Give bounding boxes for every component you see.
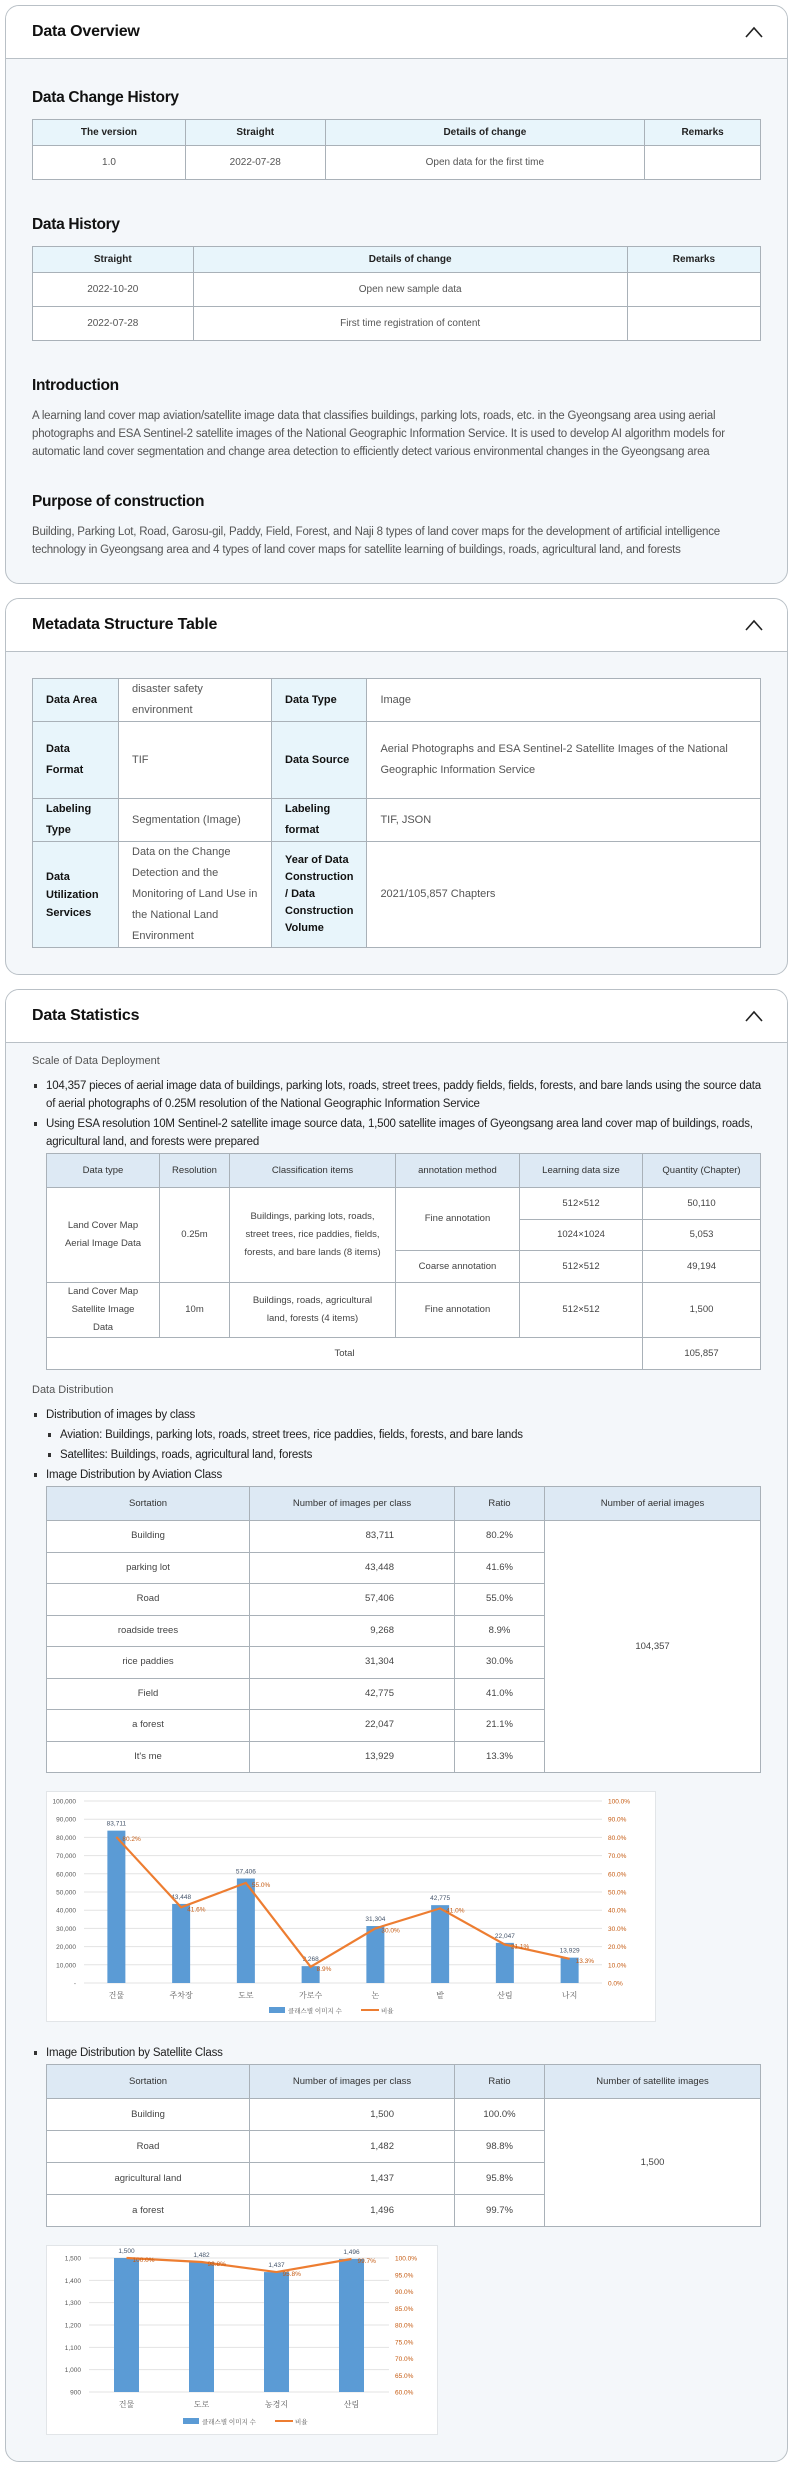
cell-class: Building <box>47 1521 250 1553</box>
cell-class: Road <box>47 2131 250 2163</box>
svg-text:60.0%: 60.0% <box>395 2389 414 2397</box>
data-statistics-header[interactable] <box>6 990 787 1043</box>
cell-count: 31,304 <box>250 1647 455 1679</box>
cell-class: a forest <box>47 2195 250 2227</box>
cell-class: rice paddies <box>47 1647 250 1679</box>
svg-text:산림: 산림 <box>343 2400 360 2409</box>
list-item: Aviation: Buildings, parking lots, roads, street trees, rice paddies, fields, forests, and bare lands <box>46 1426 761 1444</box>
svg-text:43,448: 43,448 <box>171 1893 192 1901</box>
svg-text:30.0%: 30.0% <box>608 1925 627 1933</box>
svg-text:클래스별 이미지 수: 클래스별 이미지 수 <box>202 2419 256 2426</box>
data-statistics-body <box>6 1043 787 2461</box>
column-header: Sortation <box>47 1487 250 1521</box>
cell-class: Field <box>47 1678 250 1710</box>
value-data-area: disaster safety environment <box>119 679 272 722</box>
column-header: Classification items <box>230 1154 396 1188</box>
cell-count: 42,775 <box>250 1678 455 1710</box>
svg-text:주차장: 주차장 <box>169 1991 193 2000</box>
metadata-body <box>6 652 787 974</box>
svg-text:70,000: 70,000 <box>56 1853 76 1861</box>
label-data-source: Data Source <box>272 722 367 799</box>
cell-count: 1,496 <box>250 2195 455 2227</box>
cell-ratio: 95.8% <box>455 2163 545 2195</box>
svg-text:농경지: 농경지 <box>264 2400 289 2409</box>
table-row <box>33 722 761 799</box>
label-data-area: Data Area <box>33 679 119 722</box>
cell-qty: 49,194 <box>643 1251 761 1283</box>
svg-text:밭: 밭 <box>436 1991 444 2000</box>
data-overview-body <box>6 59 787 583</box>
aviation-combo-chart <box>47 1792 655 2021</box>
cell-total: 1,500 <box>545 2099 761 2227</box>
cell-qty: 1,500 <box>643 1283 761 1338</box>
table-row <box>47 1188 761 1220</box>
svg-text:건물: 건물 <box>108 1991 125 2000</box>
data-overview-header[interactable] <box>6 6 787 59</box>
svg-text:95.8%: 95.8% <box>282 2271 301 2279</box>
svg-text:55.0%: 55.0% <box>251 1881 271 1889</box>
cell-ratio: 100.0% <box>455 2099 545 2131</box>
value-data-type: Image <box>367 679 761 722</box>
value-labeling-type: Segmentation (Image) <box>119 799 272 842</box>
cell-class: Building <box>47 2099 250 2131</box>
cell-resolution: 0.25m <box>160 1188 230 1283</box>
svg-text:20,000: 20,000 <box>56 1944 76 1952</box>
cell-count: 83,711 <box>250 1521 455 1553</box>
label-labeling-format: Labeling format <box>272 799 367 842</box>
svg-text:50,000: 50,000 <box>56 1889 76 1897</box>
cell-count: 43,448 <box>250 1552 455 1584</box>
satellite-class-table <box>46 2064 761 2227</box>
aviation-rows <box>47 1521 761 1773</box>
table-row <box>33 799 761 842</box>
table-row-total <box>47 1338 761 1370</box>
svg-text:80,000: 80,000 <box>56 1834 76 1842</box>
chevron-up-icon[interactable] <box>742 1004 766 1028</box>
column-header: Number of images per class <box>250 1487 455 1521</box>
svg-text:40,000: 40,000 <box>56 1907 76 1915</box>
column-header: Quantity (Chapter) <box>643 1154 761 1188</box>
svg-text:10,000: 10,000 <box>56 1962 76 1970</box>
satellite-bullet <box>32 2044 761 2062</box>
table-row <box>47 2099 761 2131</box>
label-data-type: Data Type <box>272 679 367 722</box>
column-header: Remarks <box>627 247 760 273</box>
svg-text:비율: 비율 <box>295 2419 308 2426</box>
chevron-up-icon[interactable] <box>742 613 766 637</box>
table-row <box>33 146 761 180</box>
svg-text:도로: 도로 <box>193 2400 210 2409</box>
svg-text:41.0%: 41.0% <box>446 1907 465 1915</box>
cell-ratio: 21.1% <box>455 1710 545 1742</box>
column-header: Sortation <box>47 2065 250 2099</box>
cell-remarks <box>627 273 760 307</box>
cell-size: 512×512 <box>520 1188 643 1220</box>
svg-text:90.0%: 90.0% <box>608 1816 627 1824</box>
svg-text:건물: 건물 <box>118 2400 135 2409</box>
cell-count: 1,437 <box>250 2163 455 2195</box>
column-header: Ratio <box>455 2065 545 2099</box>
label-labeling-type: Labeling Type <box>33 799 119 842</box>
svg-text:비율: 비율 <box>381 2008 394 2015</box>
column-header: Ratio <box>455 1487 545 1521</box>
list-item: Using ESA resolution 10M Sentinel-2 satellite image source data, 1,500 satellite images of Gyeongsang area land cover map of buildings, roads, agricultural land, and forests were prepared <box>32 1115 761 1151</box>
scale-bullets <box>32 1077 761 1151</box>
list-item <box>32 1406 761 1464</box>
svg-text:60.0%: 60.0% <box>608 1871 627 1879</box>
cell-class: roadside trees <box>47 1615 250 1647</box>
svg-text:1,482: 1,482 <box>193 2252 210 2260</box>
svg-text:75.0%: 75.0% <box>395 2339 414 2347</box>
column-header: Number of aerial images <box>545 1487 761 1521</box>
table-row <box>47 1521 761 1553</box>
cell-ratio: 30.0% <box>455 1647 545 1679</box>
cell-total: 104,357 <box>545 1521 761 1773</box>
svg-text:80.0%: 80.0% <box>608 1834 627 1842</box>
svg-text:1,500: 1,500 <box>118 2248 135 2255</box>
svg-text:9,268: 9,268 <box>302 1956 319 1964</box>
list-item: 104,357 pieces of aerial image data of buildings, parking lots, roads, street trees, paddy fields, fields, forests, and bare lands using the source data of aerial photographs of 0.25M resolution of the National Geographic Information Service <box>32 1077 761 1113</box>
svg-text:나지: 나지 <box>561 1991 578 2000</box>
card-title: Data Overview <box>32 23 140 40</box>
change-history-table <box>32 119 761 180</box>
cell-data-type: Land Cover Map Aerial Image Data <box>47 1188 160 1283</box>
column-header: Number of satellite images <box>545 2065 761 2099</box>
section-title: Data Change History <box>32 89 179 106</box>
chevron-up-icon[interactable] <box>742 20 766 44</box>
svg-text:40.0%: 40.0% <box>608 1907 627 1915</box>
scale-table <box>46 1153 761 1370</box>
total-value: 105,857 <box>643 1338 761 1370</box>
svg-text:클래스별 이미지 수: 클래스별 이미지 수 <box>288 2008 342 2015</box>
svg-text:100.0%: 100.0% <box>132 2257 155 2264</box>
cell-size: 512×512 <box>520 1283 643 1338</box>
purpose-text: Building, Parking Lot, Road, Garosu-gil, Paddy, Field, Forest, and Naji 8 types of land cover maps for the development of artificial intelligence technology in Gyeongsang area and 4 types of land cover maps for satellite learning of buildings, roads, agricultural land, and forests <box>32 526 720 556</box>
cell-resolution: 10m <box>160 1283 230 1338</box>
metadata-header[interactable] <box>6 599 787 652</box>
svg-text:1,496: 1,496 <box>343 2248 360 2256</box>
satellite-rows <box>47 2099 761 2227</box>
cell-count: 1,482 <box>250 2131 455 2163</box>
cell-ratio: 41.0% <box>455 1678 545 1710</box>
svg-text:논: 논 <box>371 1991 380 2000</box>
cell-details: Open data for the first time <box>325 146 645 180</box>
svg-text:57,406: 57,406 <box>235 1868 256 1876</box>
svg-text:90.0%: 90.0% <box>395 2289 414 2296</box>
aviation-chart <box>46 1791 656 2022</box>
data-statistics-card <box>5 989 788 2462</box>
svg-text:30,000: 30,000 <box>56 1925 76 1933</box>
svg-text:100.0%: 100.0% <box>395 2255 418 2263</box>
svg-text:90,000: 90,000 <box>56 1816 76 1824</box>
label-construction-year: Year of Data Construction / Data Construction Volume <box>272 842 367 948</box>
column-header: Straight <box>33 247 194 273</box>
svg-text:70.0%: 70.0% <box>395 2356 414 2363</box>
svg-text:가로수: 가로수 <box>299 1991 323 2000</box>
data-history-table <box>32 246 761 341</box>
svg-text:65.0%: 65.0% <box>395 2372 414 2380</box>
svg-text:100.0%: 100.0% <box>608 1798 631 1806</box>
svg-text:1,200: 1,200 <box>64 2322 81 2330</box>
cell-data-type: Land Cover Map Satellite Image Data <box>47 1283 160 1338</box>
svg-text:도로: 도로 <box>238 1991 254 2000</box>
value-data-source: Aerial Photographs and ESA Sentinel-2 Satellite Images of the National Geographic Information Service <box>367 722 761 799</box>
table-row <box>33 273 761 307</box>
column-header: Resolution <box>160 1154 230 1188</box>
cell-ratio: 55.0% <box>455 1584 545 1616</box>
column-header: Number of images per class <box>250 2065 455 2099</box>
svg-text:80.0%: 80.0% <box>395 2322 414 2330</box>
value-utilization: Data on the Change Detection and the Monitoring of Land Use in the National Land Environment <box>119 842 272 948</box>
svg-text:13,929: 13,929 <box>559 1947 580 1955</box>
svg-text:20.0%: 20.0% <box>608 1944 627 1952</box>
data-overview-card <box>5 5 788 584</box>
svg-text:1,000: 1,000 <box>64 2367 81 2375</box>
svg-text:85.0%: 85.0% <box>395 2305 414 2313</box>
cell-class: agricultural land <box>47 2163 250 2195</box>
cell-class: Road <box>47 1584 250 1616</box>
cell-remarks <box>627 307 760 341</box>
cell-count: 13,929 <box>250 1741 455 1773</box>
svg-text:8.9%: 8.9% <box>316 1965 332 1973</box>
svg-text:1,400: 1,400 <box>64 2277 81 2285</box>
cell-date: 2022-07-28 <box>33 307 194 341</box>
card-title: Metadata Structure Table <box>32 616 218 633</box>
svg-text:900: 900 <box>70 2389 81 2397</box>
total-label: Total <box>47 1338 643 1370</box>
svg-text:50.0%: 50.0% <box>608 1889 627 1897</box>
value-labeling-format: TIF, JSON <box>367 799 761 842</box>
label-utilization: Data Utilization Services <box>33 842 119 948</box>
table-row <box>33 842 761 948</box>
list-item: Satellites: Buildings, roads, agricultural land, forests <box>46 1446 761 1464</box>
cell-qty: 50,110 <box>643 1188 761 1220</box>
svg-text:1,500: 1,500 <box>64 2255 81 2263</box>
cell-ratio: 99.7% <box>455 2195 545 2227</box>
svg-text:0.0%: 0.0% <box>608 1980 623 1988</box>
cell-count: 22,047 <box>250 1710 455 1742</box>
column-header: Learning data size <box>520 1154 643 1188</box>
cell-class: a forest <box>47 1710 250 1742</box>
column-header: Remarks <box>645 120 761 146</box>
cell-qty: 5,053 <box>643 1220 761 1251</box>
cell-size: 1024×1024 <box>520 1220 643 1251</box>
cell-remarks <box>645 146 761 180</box>
svg-text:1,437: 1,437 <box>268 2262 285 2270</box>
cell-date: 2022-10-20 <box>33 273 194 307</box>
svg-text:31,304: 31,304 <box>365 1916 386 1924</box>
distribution-sub-bullets <box>46 1426 761 1464</box>
cell-annotation: Fine annotation <box>396 1188 520 1251</box>
svg-text:10.0%: 10.0% <box>608 1962 627 1970</box>
cell-details: Open new sample data <box>193 273 627 307</box>
cell-ratio: 8.9% <box>455 1615 545 1647</box>
svg-text:-: - <box>73 1980 76 1988</box>
cell-ratio: 41.6% <box>455 1552 545 1584</box>
card-title: Data Statistics <box>32 1007 140 1024</box>
svg-text:100,000: 100,000 <box>52 1798 76 1806</box>
cell-class: It's me <box>47 1741 250 1773</box>
svg-text:70.0%: 70.0% <box>608 1853 627 1861</box>
metadata-card <box>5 598 788 975</box>
cell-count: 1,500 <box>250 2099 455 2131</box>
cell-ratio: 98.8% <box>455 2131 545 2163</box>
cell-annotation: Coarse annotation <box>396 1251 520 1283</box>
cell-ratio: 13.3% <box>455 1741 545 1773</box>
column-header: Details of change <box>325 120 645 146</box>
svg-text:30.0%: 30.0% <box>381 1927 400 1935</box>
scale-label: Scale of Data Deployment <box>32 1055 160 1067</box>
introduction-text: A learning land cover map aviation/satellite image data that classifies buildings, parking lots, roads, etc. in the Gyeongsang area using aerial photographs and ESA Sentinel-2 satellite images of the National Geographic Information Service. It is used to develop AI algorithm models for automatic land cover segmentation and change area detection to efficiently detect various environmental changes in the Gyeongsang area <box>32 410 725 458</box>
list-item-text: Distribution of images by class <box>46 1409 196 1421</box>
cell-version: 1.0 <box>33 146 186 180</box>
svg-text:산림: 산림 <box>497 1991 513 2000</box>
cell-count: 57,406 <box>250 1584 455 1616</box>
svg-text:83,711: 83,711 <box>106 1820 127 1828</box>
cell-count: 9,268 <box>250 1615 455 1647</box>
cell-ratio: 80.2% <box>455 1521 545 1553</box>
section-title: Data History <box>32 216 120 233</box>
svg-text:98.8%: 98.8% <box>207 2261 226 2269</box>
cell-classification: Buildings, roads, agricultural land, forests (4 items) <box>230 1283 396 1338</box>
svg-text:22,047: 22,047 <box>494 1932 515 1940</box>
satellite-combo-chart <box>47 2246 437 2434</box>
cell-details: First time registration of content <box>193 307 627 341</box>
label-data-format: Data Format <box>33 722 119 799</box>
svg-text:13.3%: 13.3% <box>575 1957 595 1965</box>
section-title: Introduction <box>32 377 119 394</box>
table-row <box>33 307 761 341</box>
cell-classification: Buildings, parking lots, roads, street trees, rice paddies, fields, forests, and bare lands (8 items) <box>230 1188 396 1283</box>
distribution-bullets <box>32 1406 761 1484</box>
svg-text:42,775: 42,775 <box>430 1895 451 1903</box>
metadata-table <box>32 678 761 948</box>
list-item: Image Distribution by Satellite Class <box>32 2044 761 2062</box>
aviation-class-table <box>46 1486 761 1773</box>
cell-date: 2022-07-28 <box>185 146 325 180</box>
cell-size: 512×512 <box>520 1251 643 1283</box>
column-header: The version <box>33 120 186 146</box>
column-header: Straight <box>185 120 325 146</box>
value-construction-year: 2021/105,857 Chapters <box>367 842 761 948</box>
table-row <box>47 1283 761 1338</box>
satellite-chart <box>46 2245 438 2435</box>
svg-text:1,300: 1,300 <box>64 2300 81 2308</box>
svg-text:99.7%: 99.7% <box>357 2258 376 2266</box>
column-header: annotation method <box>396 1154 520 1188</box>
svg-text:95.0%: 95.0% <box>395 2272 414 2280</box>
svg-text:41.6%: 41.6% <box>187 1906 206 1914</box>
svg-text:1,100: 1,100 <box>64 2344 81 2352</box>
column-header: Data type <box>47 1154 160 1188</box>
list-item: Image Distribution by Aviation Class <box>32 1466 761 1484</box>
table-row <box>33 679 761 722</box>
cell-annotation: Fine annotation <box>396 1283 520 1338</box>
svg-text:60,000: 60,000 <box>56 1871 76 1879</box>
svg-text:21.1%: 21.1% <box>510 1943 530 1951</box>
svg-text:80.2%: 80.2% <box>122 1836 141 1844</box>
distribution-label: Data Distribution <box>32 1384 114 1396</box>
section-title: Purpose of construction <box>32 493 205 510</box>
value-data-format: TIF <box>119 722 272 799</box>
column-header: Details of change <box>193 247 627 273</box>
cell-class: parking lot <box>47 1552 250 1584</box>
